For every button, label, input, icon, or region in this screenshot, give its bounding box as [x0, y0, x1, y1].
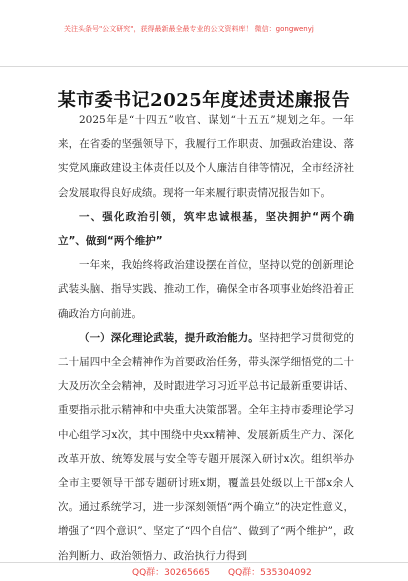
qq-group-1: QQ群：30265665 — [132, 568, 210, 578]
page-header — [0, 0, 408, 67]
header-notice: 关注头条号"公文研究"，获得最新最全最专业的公文资料库！ 微信：gongwenyj — [64, 25, 314, 33]
qq-group-2: QQ群：535304092 — [228, 568, 312, 578]
document-body — [58, 108, 354, 568]
subsection-heading: （一）深化理论武装，提升政治能力。 — [79, 331, 259, 344]
intro-paragraph: 2025年是“十四五”收官、谋划“十五五”规划之年。一年来，在省委的坚强领导下，我履行工作职责、加强政治建设、落实党风廉政建设主体责任以及个人廉洁自律等情况，全市经济社会发展取得良好成绩。现将一年来履行职责情况报告如下。 — [58, 114, 354, 199]
document-title: 某市委书记2025年度述责述廉报告 — [57, 90, 351, 111]
page-footer — [0, 562, 408, 581]
section-paragraph: 一年来，我始终将政治建设摆在首位，坚持以党的创新理论武装头脑、指导实践、推动工作，确保全市各项事业始终沿着正确政治方向前进。 — [58, 259, 354, 320]
subsection-paragraph — [58, 326, 354, 568]
section-heading: 一、强化政治引领，筑牢忠诚根基，坚决拥护“两个确立”、做到“两个维护” — [58, 210, 354, 248]
subsection-body: 坚持把学习贯彻党的二十届四中全会精神作为首要政治任务，带头深学细悟党的二十大及历次全会精神，及时跟进学习习近平总书记最新重要讲话、重要指示批示精神和中央重大决策部署。全年主持市委理论学习中心组学习x次，其中围绕中央xx精神、发展新质生产力、深化改革开放、统筹发展与安全等专题开展深入研讨x次。组织举办全市主要领导干部专题研讨班x期，覆盖县处级以上干部x余人次。通过系统学习，进一步深刻领悟“两个确立”的决定性意义，增强了“四个意识”、坚定了“四个自信”、做到了“两个维护”，政治判断力、政治领悟力、政治执行力得到 — [58, 331, 354, 562]
